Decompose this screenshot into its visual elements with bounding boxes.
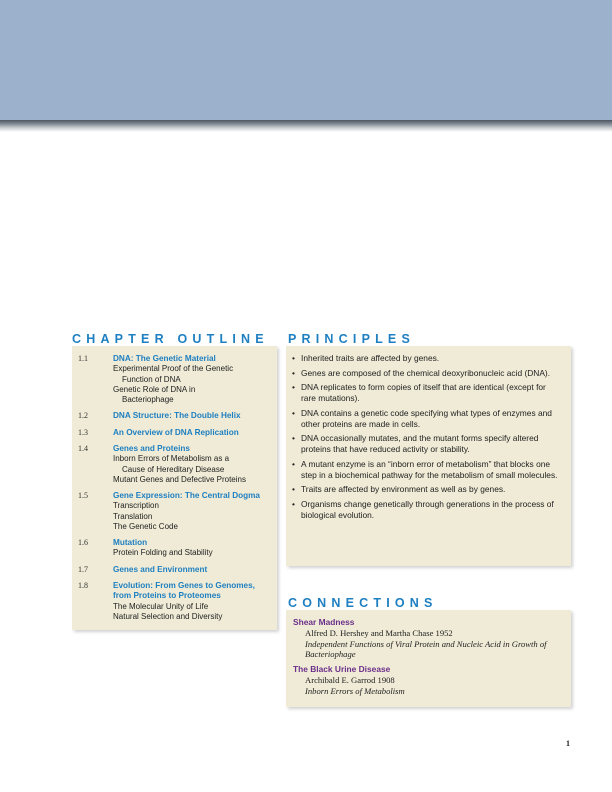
outline-section	[78, 538, 274, 559]
outline-section	[78, 428, 274, 438]
principle-item	[292, 408, 560, 430]
connection-work-title: Inborn Errors of Metabolism	[305, 685, 405, 696]
section-number: 1.5	[78, 491, 88, 501]
connection-work-title: Independent Functions of Viral Protein and Nucleic Acid in Growth of Bacteriophage	[305, 638, 547, 659]
section-title-link[interactable]: Mutation	[113, 538, 148, 548]
chapter-outline-heading: CHAPTER OUTLINE	[72, 332, 269, 346]
section-body	[113, 428, 274, 438]
principle-text: Genes are composed of the chemical deoxyribonucleic acid (DNA).	[301, 367, 551, 378]
connection-item	[293, 664, 563, 696]
subtopic: Genetic Role of DNA in	[113, 384, 196, 394]
bullet-icon: •	[292, 382, 295, 392]
section-body	[113, 491, 274, 532]
section-body	[113, 538, 274, 559]
header-band-shadow	[0, 120, 612, 132]
subtopic: The Molecular Unity of Life	[113, 601, 209, 611]
principle-text: DNA replicates to form copies of itself that are identical (except for rare mutations).	[301, 382, 546, 403]
section-body	[113, 354, 274, 405]
section-body	[113, 444, 274, 485]
section-number: 1.2	[78, 411, 88, 421]
section-title-link[interactable]: DNA Structure: The Double Helix	[113, 411, 241, 421]
principle-item	[292, 499, 560, 521]
principles-panel	[286, 346, 571, 566]
section-title-link[interactable]: DNA: The Genetic Material	[113, 354, 216, 363]
section-number: 1.8	[78, 581, 88, 591]
principle-text: Traits are affected by environment as well as by genes.	[301, 484, 506, 494]
principle-item	[292, 382, 560, 404]
principle-item	[292, 459, 560, 481]
connection-item	[293, 617, 563, 660]
chapter-outline-list	[78, 354, 274, 628]
connection-author: Alfred D. Hershey and Martha Chase 1952	[305, 628, 453, 638]
section-body	[113, 565, 274, 575]
section-number: 1.4	[78, 444, 88, 454]
subtopic: Protein Folding and Stability	[113, 548, 213, 558]
section-body	[113, 411, 274, 421]
connection-title: The Black Urine Disease	[293, 664, 391, 674]
header-band	[0, 0, 612, 124]
principle-text: Organisms change genetically through generations in the process of biological evolution.	[301, 498, 554, 520]
page-number: 1	[566, 739, 570, 748]
bullet-icon: •	[292, 407, 295, 418]
connections-panel	[286, 610, 571, 707]
principle-text: DNA occasionally mutates, and the mutant forms specify altered proteins that have reduced activity or stability.	[301, 433, 539, 454]
subtopic: Inborn Errors of Metabolism as a	[113, 454, 230, 464]
subtopic: Bacteriophage	[122, 395, 174, 405]
principle-item	[292, 433, 560, 455]
connections-heading: CONNECTIONS	[288, 596, 438, 610]
outline-section	[78, 581, 274, 622]
connection-author: Archibald E. Garrod 1908	[305, 675, 395, 685]
bullet-icon: •	[292, 367, 295, 378]
section-title-link[interactable]: Genes and Environment	[113, 564, 208, 574]
section-number: 1.1	[78, 354, 88, 363]
subtopic: Transcription	[113, 501, 159, 511]
section-number: 1.7	[78, 564, 88, 574]
subtopic: Natural Selection and Diversity	[113, 612, 223, 622]
section-number: 1.6	[78, 538, 88, 548]
section-title-link[interactable]: Gene Expression: The Central Dogma	[113, 491, 260, 501]
outline-section	[78, 491, 274, 532]
bullet-icon: •	[292, 353, 295, 363]
outline-section	[78, 444, 274, 485]
principle-item	[292, 484, 560, 495]
principle-text: Inherited traits are affected by genes.	[301, 353, 440, 363]
outline-section	[78, 565, 274, 575]
bullet-icon: •	[292, 458, 295, 469]
section-body	[113, 581, 274, 622]
subtopic: Translation	[113, 511, 153, 521]
principle-item	[292, 353, 560, 364]
principles-heading: PRINCIPLES	[288, 332, 416, 346]
section-number: 1.3	[78, 427, 88, 437]
subtopic: Experimental Proof of the Genetic	[113, 364, 234, 374]
section-title-link[interactable]: An Overview of DNA Replication	[113, 427, 239, 437]
subtopic: Mutant Genes and Defective Proteins	[113, 474, 246, 484]
section-title-link[interactable]: Evolution: From Genes to Genomes, from Proteins to Proteomes	[113, 581, 255, 601]
subtopic: The Genetic Code	[113, 521, 178, 531]
principle-text: DNA contains a genetic code specifying what types of enzymes and other proteins are made in cells.	[301, 407, 552, 429]
subtopic: Function of DNA	[122, 374, 181, 384]
subtopic: Cause of Hereditary Disease	[122, 464, 225, 474]
outline-section	[78, 411, 274, 421]
chapter-outline-panel	[72, 346, 277, 630]
principle-text: A mutant enzyme is an “inborn error of metabolism” that blocks one step in a biochemical pathway for the metabolism of small molecules.	[301, 458, 558, 480]
bullet-icon: •	[292, 484, 295, 494]
bullet-icon: •	[292, 498, 295, 509]
connection-title: Shear Madness	[293, 617, 355, 627]
section-title-link[interactable]: Genes and Proteins	[113, 444, 190, 454]
principles-list	[292, 353, 560, 524]
outline-section	[78, 354, 274, 405]
principle-item	[292, 368, 560, 379]
bullet-icon: •	[292, 433, 295, 443]
